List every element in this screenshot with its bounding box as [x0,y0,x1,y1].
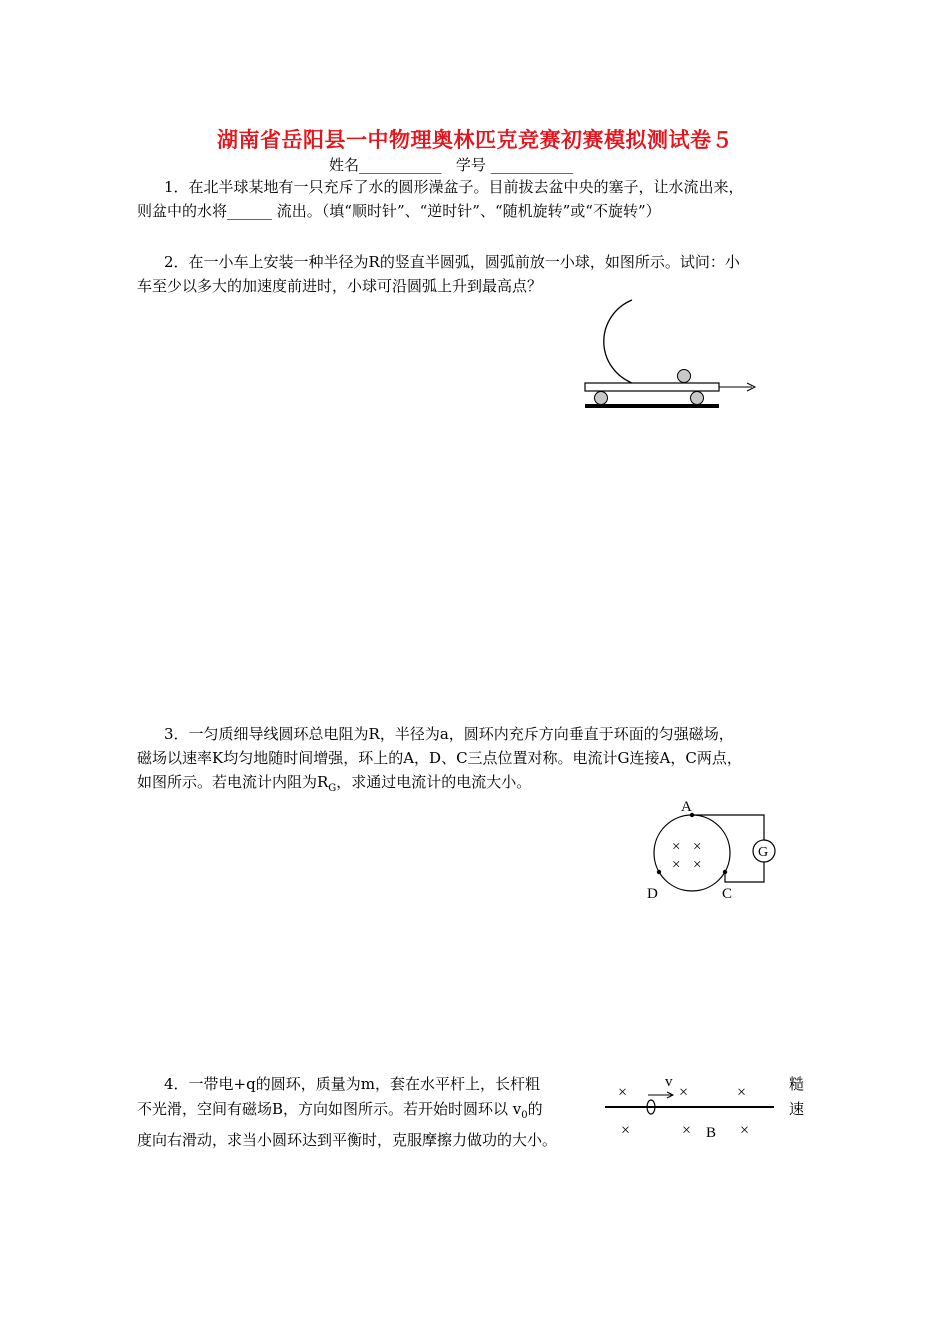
q3-subscript-g: G [328,783,337,794]
question-1 [137,175,744,223]
field-x-5: × [682,1122,692,1139]
q4-line-1: 4．一带电+q的圆环，质量为m，套在水平杆上，长杆粗 [164,1075,540,1093]
label-a: A [681,799,692,815]
field-mark-2: × [693,839,702,855]
question-2 [137,250,740,298]
q2-line-1: 2．在一小车上安装一种半径为R的竖直半圆弧，圆弧前放一小球，如图所示。试问：小 [164,253,740,271]
label-c: C [722,886,733,902]
ground-line [585,404,719,408]
question-4 [137,1072,557,1153]
q2-line-2: 车至少以多大的加速度前进时，小球可沿圆弧上升到最高点？ [137,277,543,295]
q4-right-column [789,1072,804,1122]
q4-right-char-2: 速 [789,1100,805,1118]
q3-line-1: 3．一匀质细导线圆环总电阻为R，半径为a，圆环内充斥方向垂直于环面的匀强磁场， [164,725,734,743]
small-ball [678,370,691,383]
semicircle-arc [604,300,632,383]
field-x-3: × [737,1084,747,1101]
page-title: 湖南省岳阳县一中物理奥林匹克竞赛初赛模拟测试卷５ [217,127,733,152]
left-wheel [595,392,608,405]
q4-line-3: 度向右滑动，求当小圆环达到平衡时，克服摩擦力做功的大小。 [137,1131,558,1149]
q4-line-2a: 不光滑，空间有磁场B，方向如图所示。若开始时圆环以 v [137,1100,522,1118]
student-id-label: 学号 ___________ [455,156,574,174]
conducting-ring [654,815,730,891]
q1-line-1: 1．在北半球某地有一只充斥了水的圆形澡盆子。目前拔去盆中央的塞子，让水流出来， [164,178,744,196]
q3-line-2: 磁场以速率K均匀地随时间增强，环上的A，D、C三点位置对称。电流计G连接A，C两点， [137,749,742,767]
q3-line-3a: 如图所示。若电流计内阻为R [137,773,329,791]
q4-line-2 [137,1097,557,1128]
student-info [329,154,573,175]
field-x-4: × [621,1122,631,1139]
label-b: B [706,1125,717,1141]
field-x-2: × [679,1084,689,1101]
q4-line-2b: 的 [527,1100,543,1118]
q3-line-3b: ，求通过电流计的电流大小。 [336,773,532,791]
question-3 [137,722,742,801]
q1-line-2: 则盆中的水将______ 流出。（填“顺时针”、“逆时针”、“随机旋转”或“不旋转”） [137,202,661,220]
cart-platform [585,383,719,391]
point-d [657,870,661,874]
field-mark-4: × [693,857,702,873]
q4-subscript-0: 0 [521,1110,528,1121]
right-wheel [691,392,704,405]
field-mark-1: × [672,839,681,855]
label-g: G [758,845,769,860]
cart-arc-figure [570,292,770,412]
field-mark-3: × [672,857,681,873]
rod-field-figure [600,1068,785,1148]
wire-top [692,815,764,840]
ring-galvanometer-figure [640,795,790,910]
name-field-label: 姓名___________ [329,156,442,174]
field-x-1: × [618,1084,628,1101]
field-x-6: × [740,1122,750,1139]
wire-bottom [725,862,764,882]
q4-right-char-1: 糙 [789,1075,805,1093]
label-v: v [665,1074,673,1090]
label-d: D [647,886,658,902]
